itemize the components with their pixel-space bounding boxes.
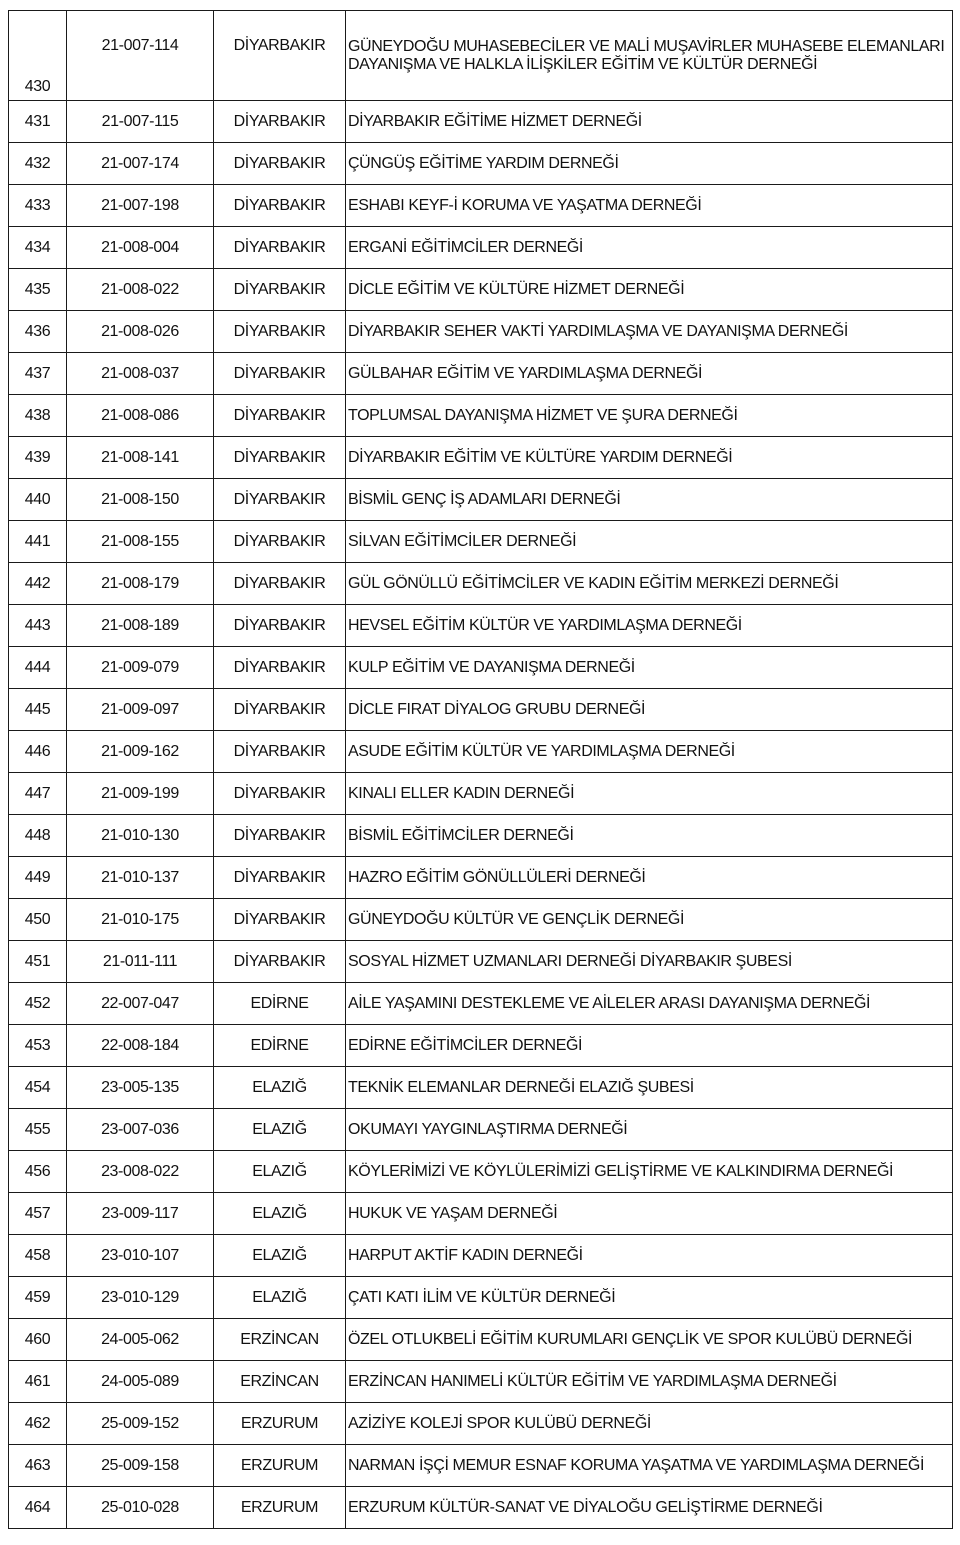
province-name: EDİRNE [214,1025,346,1067]
table-row [9,11,953,101]
association-name: GÜNEYDOĞU KÜLTÜR VE GENÇLİK DERNEĞİ [346,899,953,941]
province-name: ERZURUM [214,1445,346,1487]
registration-code: 21-010-137 [67,857,214,899]
row-number: 444 [9,647,67,689]
province-name: DİYARBAKIR [214,101,346,143]
row-number: 459 [9,1277,67,1319]
table-body [9,11,953,1529]
association-name: NARMAN İŞÇİ MEMUR ESNAF KORUMA YAŞATMA VE YARDIMLAŞMA DERNEĞİ [346,1445,953,1487]
table-row [9,1487,953,1529]
association-name: ESHABI KEYF-İ KORUMA VE YAŞATMA DERNEĞİ [346,185,953,227]
row-number: 461 [9,1361,67,1403]
province-name: DİYARBAKIR [214,563,346,605]
row-number: 436 [9,311,67,353]
province-name: DİYARBAKIR [214,647,346,689]
row-number: 443 [9,605,67,647]
row-number: 437 [9,353,67,395]
association-name: DİCLE FIRAT DİYALOG GRUBU DERNEĞİ [346,689,953,731]
association-name: HAZRO EĞİTİM GÖNÜLLÜLERİ DERNEĞİ [346,857,953,899]
row-number: 451 [9,941,67,983]
table-row [9,1277,953,1319]
province-name: DİYARBAKIR [214,857,346,899]
registration-code: 23-009-117 [67,1193,214,1235]
province-name: DİYARBAKIR [214,899,346,941]
province-name: ELAZIĞ [214,1109,346,1151]
registration-code: 21-008-037 [67,353,214,395]
row-number: 455 [9,1109,67,1151]
association-name: DİYARBAKIR EĞİTİME HİZMET DERNEĞİ [346,101,953,143]
registration-code: 21-008-155 [67,521,214,563]
row-number: 462 [9,1403,67,1445]
row-number: 431 [9,101,67,143]
association-name: AİLE YAŞAMINI DESTEKLEME VE AİLELER ARASI DAYANIŞMA DERNEĞİ [346,983,953,1025]
association-name: BİSMİL EĞİTİMCİLER DERNEĞİ [346,815,953,857]
province-name: EDİRNE [214,983,346,1025]
association-name: KULP EĞİTİM VE DAYANIŞMA DERNEĞİ [346,647,953,689]
registration-code: 21-010-175 [67,899,214,941]
row-number: 456 [9,1151,67,1193]
registration-code: 24-005-089 [67,1361,214,1403]
row-number: 434 [9,227,67,269]
registration-code: 21-007-115 [67,101,214,143]
row-number: 450 [9,899,67,941]
row-number: 460 [9,1319,67,1361]
table-row [9,1193,953,1235]
row-number: 463 [9,1445,67,1487]
table-row [9,1445,953,1487]
province-name: DİYARBAKIR [214,731,346,773]
association-name: ÖZEL OTLUKBELİ EĞİTİM KURUMLARI GENÇLİK VE SPOR KULÜBÜ DERNEĞİ [346,1319,953,1361]
table-row [9,815,953,857]
table-row [9,689,953,731]
association-name: SİLVAN EĞİTİMCİLER DERNEĞİ [346,521,953,563]
association-name: KÖYLERİMİZİ VE KÖYLÜLERİMİZİ GELİŞTİRME VE KALKINDIRMA DERNEĞİ [346,1151,953,1193]
table-row [9,1151,953,1193]
association-name: GÜLBAHAR EĞİTİM VE YARDIMLAŞMA DERNEĞİ [346,353,953,395]
registration-code: 21-007-174 [67,143,214,185]
registration-code: 21-009-162 [67,731,214,773]
registration-code: 22-007-047 [67,983,214,1025]
table-row [9,1067,953,1109]
province-name: DİYARBAKIR [214,815,346,857]
table-row [9,143,953,185]
association-name: ERGANİ EĞİTİMCİLER DERNEĞİ [346,227,953,269]
association-name: TOPLUMSAL DAYANIŞMA HİZMET VE ŞURA DERNEĞİ [346,395,953,437]
table-row [9,269,953,311]
registration-code: 21-008-179 [67,563,214,605]
table-row [9,773,953,815]
table-row [9,1025,953,1067]
table-row [9,1109,953,1151]
association-name: ASUDE EĞİTİM KÜLTÜR VE YARDIMLAŞMA DERNEĞİ [346,731,953,773]
row-number: 433 [9,185,67,227]
province-name: DİYARBAKIR [214,11,346,101]
association-name: DİYARBAKIR EĞİTİM VE KÜLTÜRE YARDIM DERNEĞİ [346,437,953,479]
row-number: 447 [9,773,67,815]
registration-code: 25-009-152 [67,1403,214,1445]
province-name: DİYARBAKIR [214,395,346,437]
registration-code: 25-009-158 [67,1445,214,1487]
province-name: ERZİNCAN [214,1361,346,1403]
registration-code: 21-008-026 [67,311,214,353]
row-number: 457 [9,1193,67,1235]
table-row [9,1403,953,1445]
row-number: 458 [9,1235,67,1277]
association-name: OKUMAYI YAYGINLAŞTIRMA DERNEĞİ [346,1109,953,1151]
table-row [9,1235,953,1277]
association-name: HARPUT AKTİF KADIN DERNEĞİ [346,1235,953,1277]
association-name: SOSYAL HİZMET UZMANLARI DERNEĞİ DİYARBAKIR ŞUBESİ [346,941,953,983]
association-name: EDİRNE EĞİTİMCİLER DERNEĞİ [346,1025,953,1067]
registration-code: 23-010-107 [67,1235,214,1277]
association-name: DİYARBAKIR SEHER VAKTİ YARDIMLAŞMA VE DAYANIŞMA DERNEĞİ [346,311,953,353]
association-name: GÜL GÖNÜLLÜ EĞİTİMCİLER VE KADIN EĞİTİM MERKEZİ DERNEĞİ [346,563,953,605]
table-row [9,437,953,479]
province-name: ELAZIĞ [214,1235,346,1277]
registration-code: 21-009-199 [67,773,214,815]
registration-code: 21-009-097 [67,689,214,731]
row-number: 449 [9,857,67,899]
association-list-table [8,10,953,1529]
province-name: DİYARBAKIR [214,437,346,479]
association-name: ÇÜNGÜŞ EĞİTİME YARDIM DERNEĞİ [346,143,953,185]
table-row [9,563,953,605]
table-row [9,311,953,353]
registration-code: 21-010-130 [67,815,214,857]
table-row [9,395,953,437]
registration-code: 21-008-189 [67,605,214,647]
table-row [9,983,953,1025]
row-number: 439 [9,437,67,479]
association-name: AZİZİYE KOLEJİ SPOR KULÜBÜ DERNEĞİ [346,1403,953,1445]
row-number: 454 [9,1067,67,1109]
registration-code: 24-005-062 [67,1319,214,1361]
table-row [9,647,953,689]
registration-code: 21-007-114 [67,11,214,101]
association-name: HEVSEL EĞİTİM KÜLTÜR VE YARDIMLAŞMA DERNEĞİ [346,605,953,647]
association-name: KINALI ELLER KADIN DERNEĞİ [346,773,953,815]
registration-code: 21-008-022 [67,269,214,311]
row-number: 430 [9,11,67,101]
province-name: ELAZIĞ [214,1193,346,1235]
province-name: ERZURUM [214,1403,346,1445]
row-number: 453 [9,1025,67,1067]
registration-code: 21-008-004 [67,227,214,269]
association-name: ERZURUM KÜLTÜR-SANAT VE DİYALOĞU GELİŞTİRME DERNEĞİ [346,1487,953,1529]
province-name: DİYARBAKIR [214,185,346,227]
row-number: 435 [9,269,67,311]
province-name: DİYARBAKIR [214,941,346,983]
province-name: DİYARBAKIR [214,311,346,353]
table-row [9,353,953,395]
province-name: DİYARBAKIR [214,773,346,815]
registration-code: 23-010-129 [67,1277,214,1319]
province-name: DİYARBAKIR [214,605,346,647]
row-number: 452 [9,983,67,1025]
registration-code: 23-005-135 [67,1067,214,1109]
province-name: DİYARBAKIR [214,227,346,269]
association-name: HUKUK VE YAŞAM DERNEĞİ [346,1193,953,1235]
table-row [9,605,953,647]
province-name: ERZİNCAN [214,1319,346,1361]
association-name: ÇATI KATI İLİM VE KÜLTÜR DERNEĞİ [346,1277,953,1319]
row-number: 442 [9,563,67,605]
registration-code: 23-008-022 [67,1151,214,1193]
table-row [9,101,953,143]
province-name: ERZURUM [214,1487,346,1529]
registration-code: 22-008-184 [67,1025,214,1067]
row-number: 464 [9,1487,67,1529]
row-number: 440 [9,479,67,521]
row-number: 438 [9,395,67,437]
row-number: 441 [9,521,67,563]
table-row [9,857,953,899]
table-row [9,1319,953,1361]
table-row [9,941,953,983]
row-number: 448 [9,815,67,857]
row-number: 432 [9,143,67,185]
province-name: DİYARBAKIR [214,143,346,185]
table-row [9,1361,953,1403]
registration-code: 21-008-141 [67,437,214,479]
province-name: DİYARBAKIR [214,479,346,521]
registration-code: 21-008-086 [67,395,214,437]
province-name: DİYARBAKIR [214,353,346,395]
table-row [9,899,953,941]
registration-code: 21-007-198 [67,185,214,227]
province-name: ELAZIĞ [214,1151,346,1193]
registration-code: 21-009-079 [67,647,214,689]
table-row [9,479,953,521]
registration-code: 23-007-036 [67,1109,214,1151]
table-row [9,521,953,563]
association-name: TEKNİK ELEMANLAR DERNEĞİ ELAZIĞ ŞUBESİ [346,1067,953,1109]
registration-code: 21-011-111 [67,941,214,983]
province-name: DİYARBAKIR [214,521,346,563]
registration-code: 25-010-028 [67,1487,214,1529]
association-name: ERZİNCAN HANIMELİ KÜLTÜR EĞİTİM VE YARDIMLAŞMA DERNEĞİ [346,1361,953,1403]
registration-code: 21-008-150 [67,479,214,521]
row-number: 446 [9,731,67,773]
association-name: DİCLE EĞİTİM VE KÜLTÜRE HİZMET DERNEĞİ [346,269,953,311]
association-name: GÜNEYDOĞU MUHASEBECİLER VE MALİ MUŞAVİRLER MUHASEBE ELEMANLARI DAYANIŞMA VE HALKLA İLİŞKİLER EĞİTİM VE KÜLTÜR DERNEĞİ [346,11,953,101]
province-name: ELAZIĞ [214,1067,346,1109]
table-row [9,185,953,227]
province-name: DİYARBAKIR [214,689,346,731]
province-name: ELAZIĞ [214,1277,346,1319]
table-row [9,731,953,773]
row-number: 445 [9,689,67,731]
province-name: DİYARBAKIR [214,269,346,311]
table-row [9,227,953,269]
association-name: BİSMİL GENÇ İŞ ADAMLARI DERNEĞİ [346,479,953,521]
